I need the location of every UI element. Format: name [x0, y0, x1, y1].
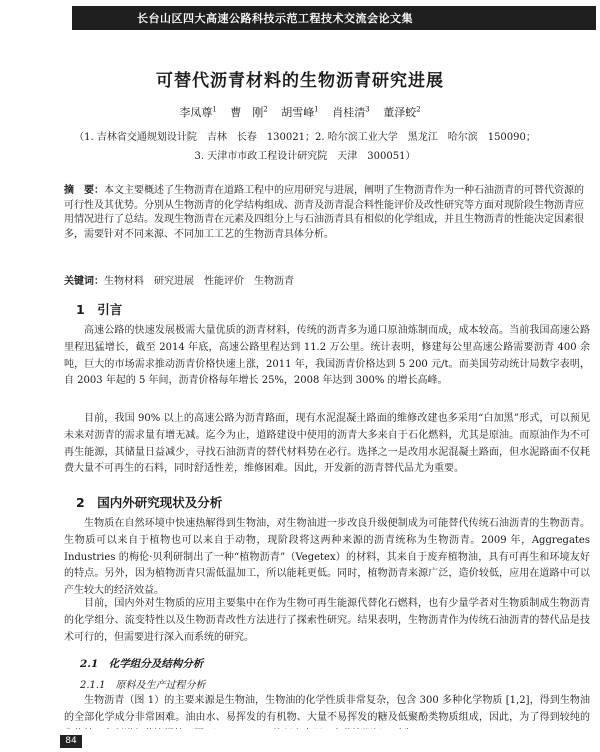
author: 胡雪峰$^1$: [281, 105, 319, 119]
section-2-paragraph-2: 目前，国内外对生物质的应用主要集中在作为生物可再生能源代替化石燃料，也有少量学者对生物质制成生物沥青的化学组分、流变特性以及生物沥青改性方法进行了探索性研究。结果表明，生物沥青作为传统石油沥青的替代品是技术可行的，但需要进行深入而系统的研究。: [64, 598, 590, 643]
section-1-paragraph-1: 高速公路的快速发展极需大量优质的沥青材料，传统的沥青多为通口原油炼制而成，成本较高。当前我国高速公路里程迅猛增长，截至 2014 年底，高速公路里程达到 11.2 万公里。统计表明，修建每公里高速公路需要沥青 400 余吨，巨大的市场需求推动沥青价格快速上涨，2011 年，我国沥青价格达到 5 200 元/t。而美国劳动统计局数字表明，自 2003 年起的 5 年间，沥青价格每年增长 25%，2008 年达到 300% 的增长高峰。: [64, 325, 590, 387]
author-list: [0, 104, 600, 120]
keywords-label: 关键词：: [64, 276, 104, 287]
section-1-paragraph-2: 目前，我国 90% 以上的高速公路为沥青路面，现有水泥混凝土路面的维修改建也多采用“白加黑”形式，可以预见未来对沥青的需求量有增无减。迄今为止，道路建设中使用的沥青大多来自于石化燃料，尤其是原油。而原油作为不可再生能源，其储量日益减少，寻找石油沥青的替代材料势在必行。选择之一是改用水泥混凝土路面，但水泥路面不仅耗费大量不可再生的石料，同时舒适性差，维修困难。因此，开发新的沥青替代品尤为重要。: [64, 413, 590, 475]
author: 曹 刚$^2$: [230, 105, 268, 119]
section-2-paragraph-1: 生物质在自然环境中快速热解得到生物油，对生物油进一步改良升级便制成为可能替代传统石油沥青的生物沥青。生物质可以来自于植物也可以来自于动物，现阶段将这两种来源的沥青统称为生物沥青。2009 年，Aggregates Industries 的梅伦·贝利研制出了一种“植物沥青”（Vegetex）的材料，其来自于废弃植物油，具有可再生和环境友好的特点。另外，因为植物沥青只需低温加工，所以能耗更低。同时，植物沥青来源广泛，造价较低，应用在道路中可以产生较大的经济效益。: [64, 518, 590, 597]
keywords: [64, 272, 584, 287]
abstract-text: 本文主要概述了生物沥青在道路工程中的应用研究与进展，阐明了生物沥青作为一种石油沥青的可替代资源的可行性及其优势。分别从生物沥青的化学结构组成、沥青及沥青混合料性能评价及改性研究等方面对现阶段生物沥青应用情况进行了总结。发现生物沥青在元素及四组分上与石油沥青具有相似的化学组成，并且生物沥青的性能决定因素很多，需要针对不同来源、不同加工工艺的生物沥青具体分析。: [64, 185, 584, 240]
subsection-2-1-1-paragraph: 生物沥青（图 1）的主要来源是生物油，生物油的化学性质非常复杂，包含 300 多种化学物质 [1,2]，得到生物油的全部化学成分非常困难。油由水、易挥发的有机物、大量不易挥发的糖及低聚酚类物质组成，因此，为了得到较纯的: [64, 695, 590, 723]
section-1-heading: 1 引言: [76, 302, 123, 317]
abstract-label: 摘 要：: [64, 185, 104, 196]
subsection-2-1-heading: 2.1 化学组分及结构分析: [80, 658, 204, 670]
affiliation-line-1: （1. 吉林省交通规划设计院 吉林 长春 130021；2. 哈尔滨工业大学 黑龙江 哈尔滨 150090；: [74, 132, 536, 143]
paper-title: 可替代沥青材料的生物沥青研究进展: [156, 71, 444, 91]
author: 李凤尊$^1$: [179, 105, 217, 119]
author: 肖桂清$^3$: [332, 105, 370, 119]
subsection-2-1-1-heading: 2.1.1 原料及生产过程分析: [80, 680, 206, 691]
keywords-text: 生物材料 研究进展 性能评价 生物沥青: [104, 276, 294, 287]
author: 董泽蛟$^2$: [383, 105, 421, 119]
affiliation-line-2: 3. 天津市市政工程设计研究院 天津 300051）: [194, 151, 416, 162]
section-2-heading: 2 国内外研究现状及分析: [76, 495, 223, 510]
abstract: [64, 184, 584, 242]
journal-title: 长台山区四大高速公路科技示范工程技术交流会论文集: [137, 12, 413, 25]
page-number: 84: [60, 735, 82, 748]
